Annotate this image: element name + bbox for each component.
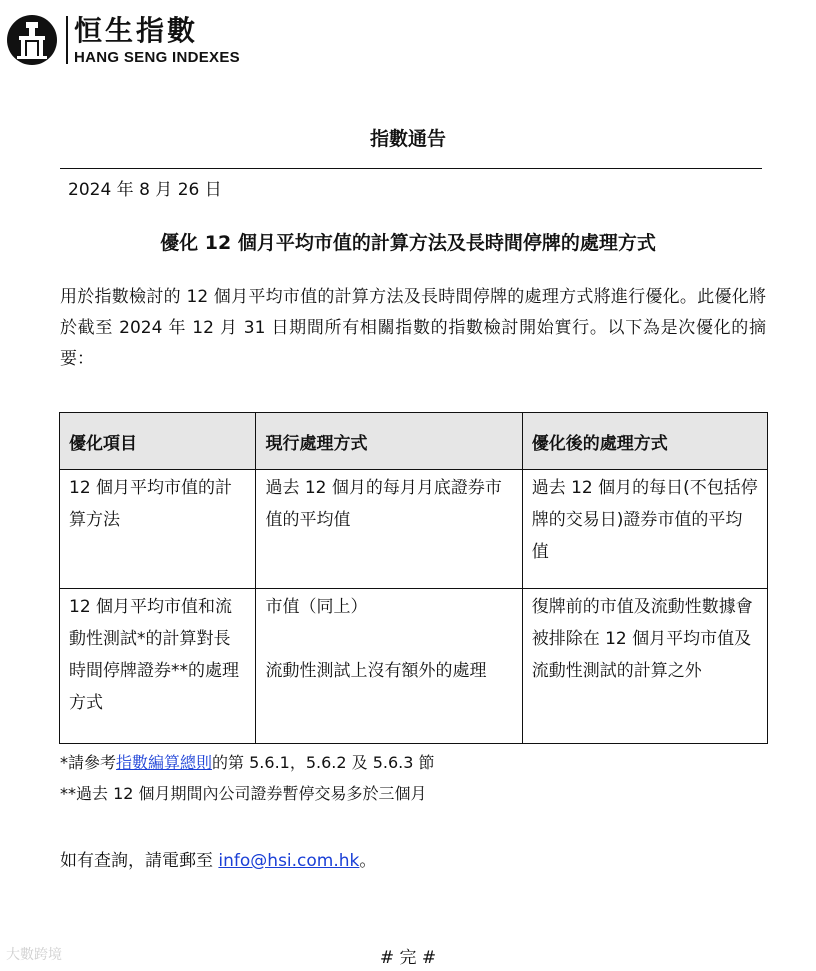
hang-seng-logo-icon [6,14,58,66]
row2-enhanced: 復牌前的市值及流動性數據會被排除在 12 個月平均市值及流動性測試的計算之外 [522,589,767,744]
notice-title: 指數通告 [369,128,446,150]
header-current: 現行處理方式 [256,413,522,470]
notice-date: 2024 年 8 月 26 日 [68,180,222,200]
summary-table [59,412,768,744]
row1-enhanced: 過去 12 個月的每日(不包括停牌的交易日)證券市值的平均值 [522,470,767,589]
footnote-1-prefix: *請參考 [60,753,117,772]
contact-suffix: 。 [359,851,377,871]
row2-item: 12 個月平均市值和流動性測試*的計算對長時間停牌證券**的處理方式 [60,589,256,744]
brand-logo [6,14,240,66]
header-enhanced: 優化後的處理方式 [522,413,767,470]
headline: 優化 12 個月平均市值的計算方法及長時間停牌的處理方式 [160,232,656,254]
logo-divider [66,16,68,64]
row2-current-market-cap: 市值（同上） [265,597,368,617]
footnote-1 [60,750,435,773]
table-header-row [60,413,768,470]
header-item: 優化項目 [60,413,256,470]
row2-current-liquidity: 流動性測試上沒有額外的處理 [265,661,487,681]
contact-line [60,846,376,871]
table-row [60,589,768,744]
watermark: 大數跨境 [6,947,62,963]
row2-current [256,589,522,744]
contact-email-link[interactable]: info@hsi.com.hk [218,851,360,871]
title-rule [60,168,762,169]
end-mark: # 完 # [379,948,437,968]
footnote-2: **過去 12 個月期間內公司證券暫停交易多於三個月 [60,784,427,803]
row1-current: 過去 12 個月的每月月底證券市值的平均值 [256,470,522,589]
brand-name-cn: 恒生指數 [74,13,199,47]
contact-prefix: 如有查詢，請電郵至 [60,851,219,871]
intro-paragraph: 用於指數檢討的 12 個月平均市值的計算方法及長時間停牌的處理方式將進行優化。此優化將於截至 2024 年 12 月 31 日期間所有相關指數的指數檢討開始實行。以下為是次優化的摘要： [60,287,766,369]
table-row [60,470,768,589]
brand-name-en: HANG SENG INDEXES [74,48,240,66]
footnote-1-suffix: 的第 5.6.1，5.6.2 及 5.6.3 節 [212,753,435,772]
index-methodology-link[interactable]: 指數編算總則 [116,753,213,772]
row1-item: 12 個月平均市值的計算方法 [60,470,256,589]
